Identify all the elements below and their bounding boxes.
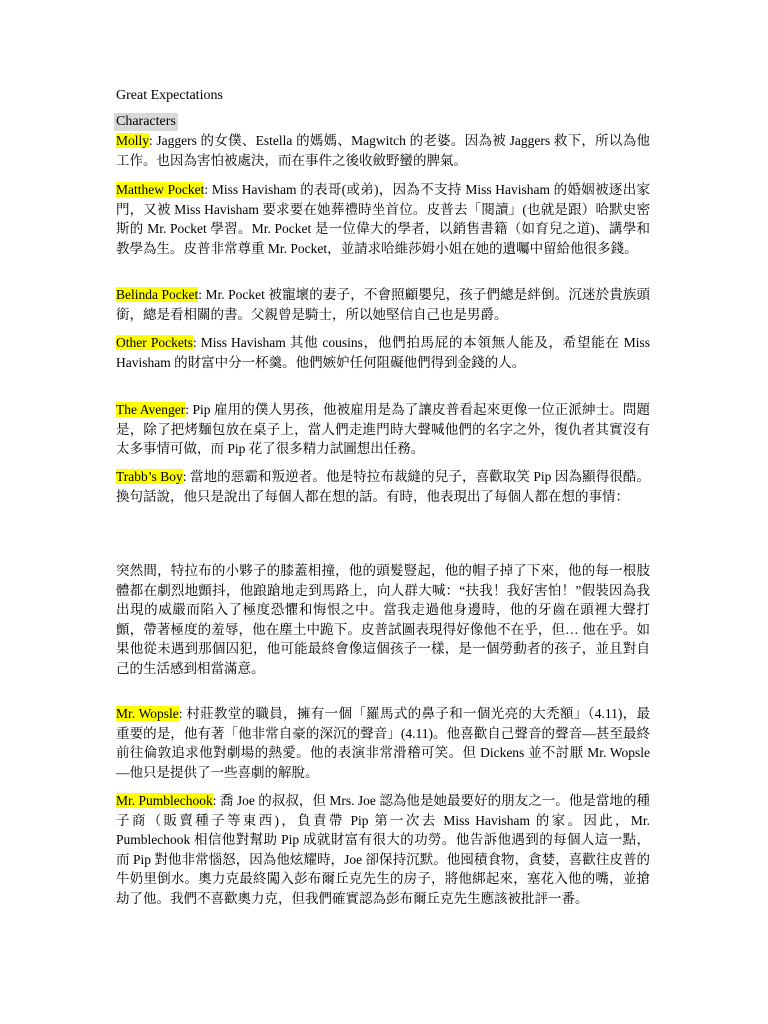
entry-belinda-pocket [116,285,650,324]
quote-trabbs-boy [116,561,650,678]
character-description: : Mr. Pocket 被寵壞的妻子，不會照顧嬰兒，孩子們總是絆倒。沉迷於貴族頭銜，總是看相關的書。父親曾是騎士，所以她堅信自己也是男爵。 [116,287,651,322]
entry-other-pockets [116,333,650,372]
character-name: Trabb’s Boy [116,469,183,484]
character-name: Belinda Pocket [116,287,199,302]
entry-mr-pumblechook [116,791,650,908]
document-title: Great Expectations [116,88,223,103]
character-name: Mr. Pumblechook [116,793,213,808]
character-name: Molly [116,133,150,148]
character-description: : Miss Havisham 的表哥(或弟)，因為不支持 Miss Havisham 的婚姻被逐出家門，又被 Miss Havisham 要求要在她葬禮時坐首位。皮普去「閱讀」(也就是跟）哈默史密斯的 Mr. Pocket 學習。Mr. Pocket 是一位偉大的學者，以銷售書籍（如育兒之道)、講學和教學為生。皮普非常尊重 Mr. Pocket，並請求哈維莎姆小姐在她的遺囑中留給他很多錢。 [116,182,651,256]
quote-text: 突然間，特拉布的小夥子的膝蓋相撞，他的頭髮豎起，他的帽子掉了下來，他的每一根肢體都在劇烈地顫抖，他踉蹌地走到馬路上，向人群大喊：“扶我！我好害怕！”假裝因為我出現的威嚴而陷入了極度恐懼和悔恨之中。當我走過他身邊時，他的牙齒在頭裡大聲打顫，帶著極度的羞辱，他在塵土中跪下。皮普試圖表現得好像他不在乎，但… 他在乎。如果他從未遇到那個囚犯，他可能最終會像這個孩子一樣，是一個勞動者的孩子，並且對自己的生活感到相當滿意。 [116,563,650,676]
character-description: : Pip 雇用的僕人男孩，他被雇用是為了讓皮普看起來更像一位正派紳士。問題是，除了把烤麵包放在桌子上，當人們走進門時大聲喊他們的名字之外，復仇者其實沒有太多事情可做，而 Pip 花了很多精力試圖想出任務。 [116,402,650,456]
character-description: : Jaggers 的女僕、Estella 的媽媽、Magwitch 的老婆。因為被 Jaggers 救下，所以為他工作。也因為害怕被處決，而在事件之後收斂野蠻的脾氣。 [116,133,650,168]
character-name: Other Pockets [116,335,193,350]
character-description: : 喬 Joe 的叔叔，但 Mrs. Joe 認為他是她最要好的朋友之一。他是當地的種子商（販賣種子等東西)，負責帶 Pip 第一次去 Miss Havisham 的家。因此，Mr. Pumblechook 相信他對幫助 Pip 成就財富有很大的功勞。他告訴他遇到的每個人這一點，而 Pip 對他非常惱怒，因為他炫耀時，Joe 卻保持沉默。他囤積食物，貪婪，喜歡往皮普的牛奶里倒水。奧力克最終闖入彭布爾丘克先生的房子，將他綁起來，塞花入他的嘴，並搶劫了他。我們不喜歡奧力克，但我們確實認為彭布爾丘克先生應該被批評一番。 [116,793,651,906]
section-heading-characters: Characters [116,114,176,129]
entry-trabbs-boy [116,467,650,506]
entry-the-avenger [116,400,650,459]
character-name: Matthew Pocket [116,182,205,197]
entry-mr-wopsle [116,704,650,782]
entry-matthew-pocket [116,180,650,258]
character-name: The Avenger [116,402,186,417]
character-description: : Miss Havisham 其他 cousins，他們拍馬屁的本領無人能及，希望能在 Miss Havisham 的財富中分一杯羹。他們嫉妒任何阻礙他們得到金錢的人。 [116,335,651,370]
character-name: Mr. Wopsle [116,706,179,721]
character-description: : 當地的惡霸和叛逆者。他是特拉布裁縫的兒子，喜歡取笑 Pip 因為顯得很酷。換句話說，他只是說出了每個人都在想的話。有時，他表現出了每個人都在想的事情： [116,469,650,504]
character-description: : 村莊教堂的職員，擁有一個「羅馬式的鼻子和一個光亮的大禿額」（4.11)，最重要的是，他有著「他非常自豪的深沉的聲音」(4.11)。他喜歡自己聲音的聲音—甚至最終前往倫敦追求他對劇場的熱愛。他的表演非常滑稽可笑。但 Dickens 並不討厭 Mr. Wopsle—他只是提供了一些喜劇的解脫。 [116,706,650,780]
entry-molly [116,131,650,170]
